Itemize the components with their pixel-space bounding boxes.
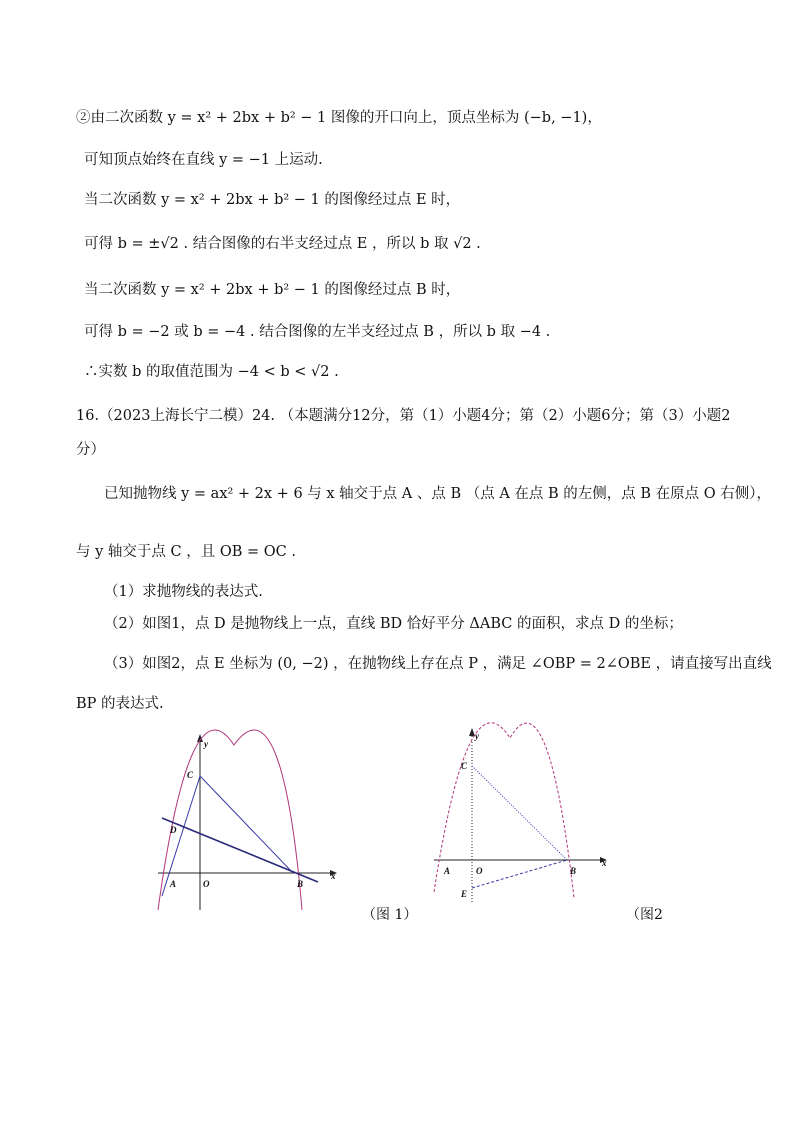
fig1-line-CB [200,776,293,873]
fig2-line-CB [472,766,567,860]
solution-line-2: 可知顶点始终在直线 y = −1 上运动. [84,152,323,168]
problem-statement-line-1: 已知抛物线 y = ax² + 2x + 6 与 x 轴交于点 A 、点 B （点 A 在点 B 的左侧，点 B 在原点 O 右侧）， [104,486,772,502]
fig1-label-x: x [331,871,336,881]
figure-1 [150,728,350,914]
fig1-label-A: A [170,879,177,889]
fig2-parabola [434,723,577,898]
problem-header-line-1: 16.（2023上海长宁二模）24. （本题满分12分，第（1）小题4分；第（2）小题6分；第（3）小题2 [76,408,731,424]
fig1-line-BD [162,818,318,882]
question-3-line-2: BP 的表达式. [76,696,164,712]
fig2-label-C: C [461,761,468,771]
figure-2-caption: （图2 [626,907,663,923]
figure-2 [428,722,618,908]
fig1-label-C: C [187,770,194,780]
figure-1-caption: （图 1） [362,907,418,923]
fig2-line-EB [472,860,567,888]
solution-line-1: ②由二次函数 y = x² + 2bx + b² − 1 图像的开口向上，顶点坐标为 (−b, −1)， [76,110,602,126]
fig2-label-E: E [461,889,468,899]
solution-line-3: 当二次函数 y = x² + 2bx + b² − 1 的图像经过点 E 时， [84,192,461,208]
fig2-label-y: y [475,731,479,741]
fig1-line-AC [162,776,200,896]
fig2-label-B: B [570,866,577,876]
fig1-label-y: y [204,739,208,749]
fig1-parabola [158,730,302,910]
fig2-label-A: A [444,866,451,876]
fig1-label-D: D [170,825,177,835]
solution-line-6: 可得 b = −2 或 b = −4 . 结合图像的左半支经过点 B ，所以 b 取 −4 . [84,324,551,340]
solution-line-4: 可得 b = ±√2 . 结合图像的右半支经过点 E ，所以 b 取 √2 . [84,236,481,252]
fig1-label-O: O [203,879,210,889]
problem-statement-line-2: 与 y 轴交于点 C ，且 OB = OC . [76,544,296,560]
question-3-line-1: （3）如图2，点 E 坐标为 (0, −2) ，在抛物线上存在点 P ，满足 ∠OBP = 2∠OBE ，请直接写出直线 [104,656,772,672]
question-1: （1）求抛物线的表达式. [104,584,263,600]
solution-line-5: 当二次函数 y = x² + 2bx + b² − 1 的图像经过点 B 时， [84,282,461,298]
question-2: （2）如图1，点 D 是抛物线上一点，直线 BD 恰好平分 ΔABC 的面积，求点 D 的坐标； [104,616,683,632]
fig1-label-B: B [297,879,304,889]
fig2-label-O: O [476,866,483,876]
fig2-label-x: x [602,858,607,868]
problem-header-line-2: 分） [76,442,105,458]
solution-line-7: ∴实数 b 的取值范围为 −4 < b < √2 . [84,364,339,380]
